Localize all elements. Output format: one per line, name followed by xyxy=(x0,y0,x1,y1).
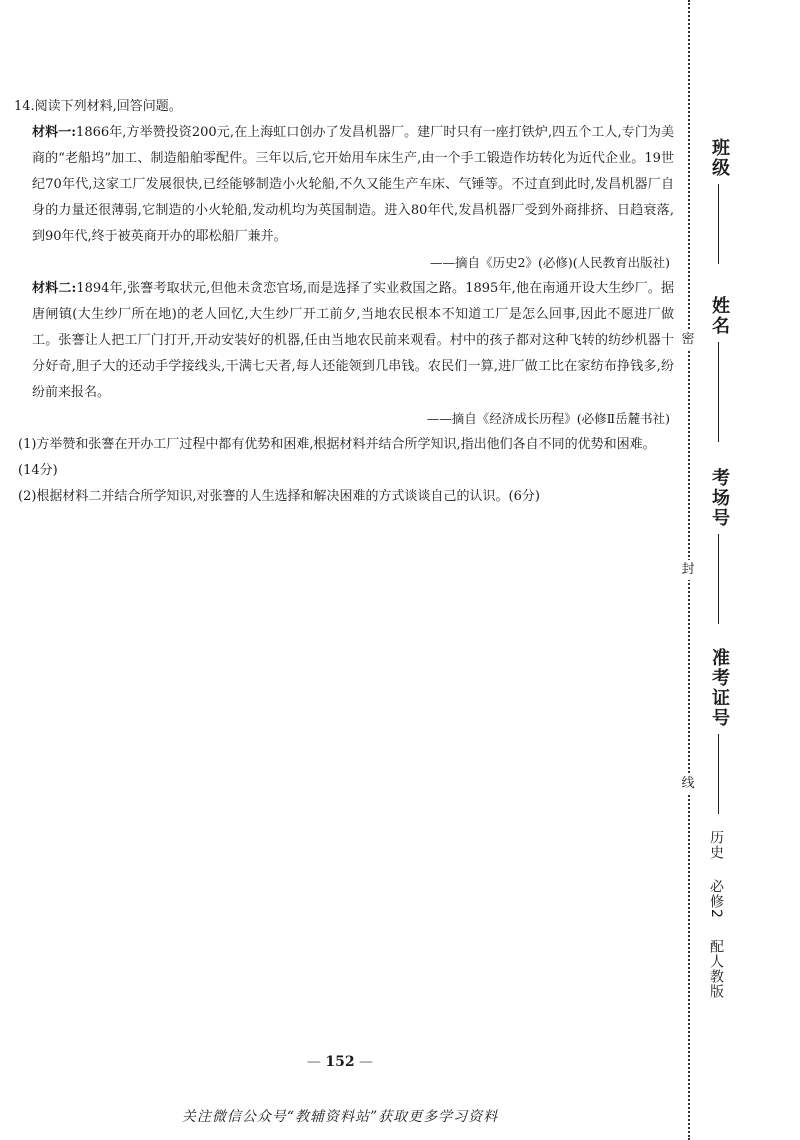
subject-info xyxy=(706,830,726,1013)
material-2 xyxy=(14,276,674,406)
exam-room-label: 考场号 xyxy=(709,468,730,528)
material-1-source: ——摘自《历史2》(必修)(人民教育出版社) xyxy=(430,255,670,270)
material-1 xyxy=(14,120,674,250)
sub-question-2: (2)根据材料二并结合所学知识,对张謇的人生选择和解决困难的方式谈谈自己的认识。(6分) xyxy=(18,489,540,504)
page-number: — 152 — xyxy=(306,1054,374,1070)
name-label: 姓名 xyxy=(709,296,730,336)
exam-room-blank[interactable] xyxy=(718,534,720,624)
material-2-text: 1894年,张謇考取状元,但他未贪恋官场,而是选择了实业救国之路。1895年,他在南通开设大生纱厂。据唐闸镇(大生纱厂所在地)的老人回忆,大生纱厂开工前夕,当地农民根本不知道工厂是怎么回事,因此不愿进厂做工。张謇让人把工厂门打开,开动安装好的机器,任由当地农民前来观看。村中的孩子都对这种飞转的纺纱机器十分好奇,胆子大的还动手学接线头,干满七天者,每人还能领到几串钱。农民们一算,进厂做工比在家纺布挣钱多,纷纷前来报名。 xyxy=(32,281,674,400)
binding-mark-feng: 封 xyxy=(678,560,698,580)
admission-number-blank[interactable] xyxy=(718,734,720,814)
edition-name: 配人教版 xyxy=(708,938,724,999)
material-1-text: 1866年,方举赞投资200元,在上海虹口创办了发昌机器厂。建厂时只有一座打铁炉,四五个工人,专门为美商的“老船坞”加工、制造船舶零配件。三年以后,它开始用车床生产,由一个手工锻造作坊转化为近代企业。19世纪70年代,这家工厂发展很快,已经能够制造小火轮船,不久又能生产车床、气锤等。不过直到此时,发昌机器厂自身的力量还很薄弱,它制造的小火轮船,发动机均为英国制造。进入80年代,发昌机器厂受到外商排挤、日趋衰落,到90年代,终于被英商开办的耶松船厂兼并。 xyxy=(32,125,674,244)
material-2-source: ——摘自《经济成长历程》(必修Ⅱ岳麓书社) xyxy=(426,411,670,426)
binding-mark-mi: 密 xyxy=(678,330,698,350)
name-field xyxy=(704,296,734,442)
class-field xyxy=(704,138,734,264)
question-content xyxy=(14,94,674,510)
name-blank[interactable] xyxy=(718,342,720,442)
question-title: 14.阅读下列材料,回答问题。 xyxy=(14,99,182,114)
sub-question-1: (1)方举赞和张謇在开办工厂过程中都有优势和困难,根据材料并结合所学知识,指出他们各自不同的优势和困难。(14分) xyxy=(18,437,656,478)
class-blank[interactable] xyxy=(718,184,720,264)
class-label: 班级 xyxy=(709,138,730,178)
exam-room-field xyxy=(704,468,734,624)
footer-note: 关注微信公众号“教辅资料站”获取更多学习资料 xyxy=(181,1109,499,1125)
material-1-label: 材料一: xyxy=(32,125,77,140)
subject-name: 历史 xyxy=(708,830,724,860)
material-2-label: 材料二: xyxy=(32,281,77,296)
module-name: 必修2 xyxy=(708,879,724,920)
page-number-value: 152 xyxy=(325,1054,355,1070)
binding-mark-xian: 线 xyxy=(678,774,698,794)
admission-number-field xyxy=(704,648,734,814)
admission-number-label: 准考证号 xyxy=(709,648,730,728)
